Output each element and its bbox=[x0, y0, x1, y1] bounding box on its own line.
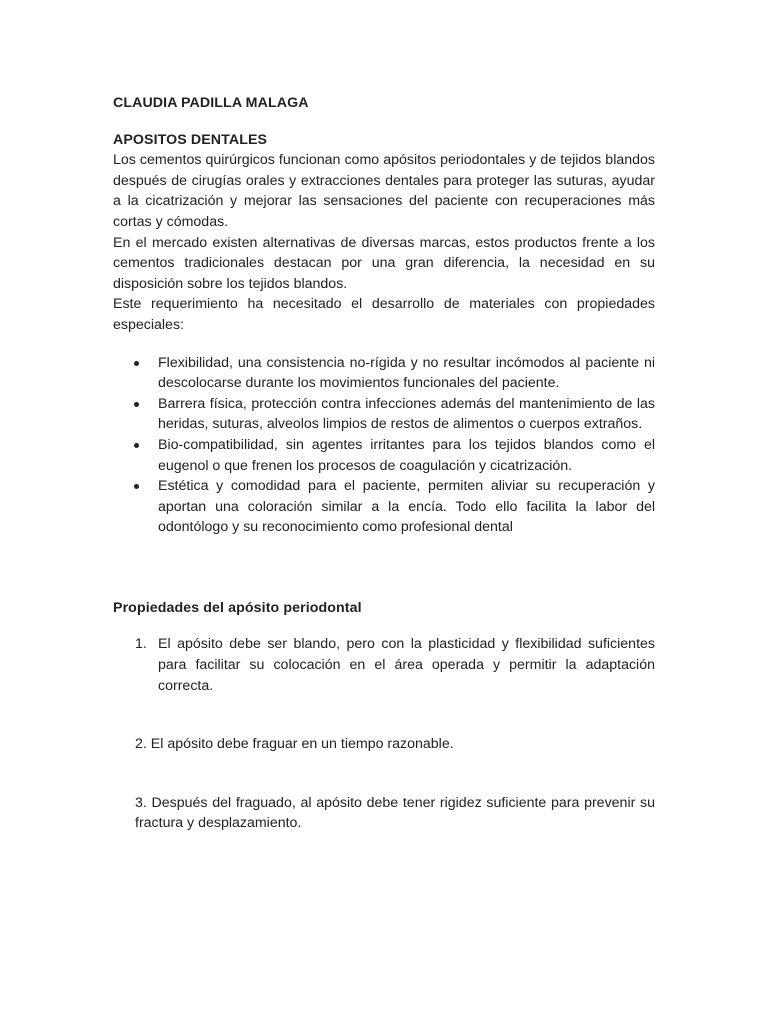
paragraph-market: En el mercado existen alternativas de diversas marcas, estos productos frente a los cementos tradicionales destacan por una gran diferencia, la necesidad en su disposición sobre los tejidos blandos. bbox=[113, 234, 655, 292]
bullet-icon bbox=[134, 443, 139, 448]
bullet-item bbox=[158, 435, 655, 476]
bullet-text: Estética y comodidad para el paciente, permiten aliviar su recuperación y aportan una coloración similar a la encía. Todo ello facilita la labor del odontólogo y su reconocimiento como profesional dental bbox=[158, 478, 655, 536]
paragraph-requirement: Este requerimiento ha necesitado el desarrollo de materiales con propiedades especiales: bbox=[113, 296, 655, 333]
list-number: 1. bbox=[135, 636, 147, 653]
properties-heading: Propiedades del apósito periodontal bbox=[113, 599, 362, 616]
bullet-item bbox=[158, 394, 655, 435]
document-title: APOSITOS DENTALES bbox=[113, 131, 268, 148]
bullet-text: Flexibilidad, una consistencia no-rígida y no resultar incómodos al paciente ni descolocarse durante los movimientos funcionales del paciente. bbox=[158, 354, 655, 392]
numbered-item bbox=[113, 634, 655, 696]
bullet-icon bbox=[134, 484, 139, 489]
list-number: 3. bbox=[135, 794, 147, 811]
paragraph-intro: Los cementos quirúrgicos funcionan como apósitos periodontales y de tejidos blandos después de cirugías orales y extracciones dentales para proteger las suturas, ayudar a la cicatrización y mejorar las sensaciones del paciente con recuperaciones más cortas y cómodas. bbox=[113, 152, 655, 230]
list-number: 2. bbox=[135, 736, 147, 753]
numbered-text: Después del fraguado, al apósito debe tener rigidez suficiente para prevenir su fractura y desplazamiento. bbox=[135, 794, 655, 832]
author-name: CLAUDIA PADILLA MALAGA bbox=[113, 95, 309, 111]
numbered-item bbox=[113, 793, 655, 834]
numbered-text: El apósito debe ser blando, pero con la plasticidad y flexibilidad suficientes para facilitar su colocación en el área operada y permitir la adaptación correcta. bbox=[158, 636, 655, 694]
bullet-text: Barrera física, protección contra infecciones además del mantenimiento de las heridas, suturas, alveolos limpios de restos de alimentos o cuerpos extraños. bbox=[158, 395, 655, 433]
numbered-text: El apósito debe fraguar en un tiempo razonable. bbox=[150, 736, 454, 753]
numbered-item bbox=[113, 734, 655, 755]
bullet-item bbox=[158, 353, 655, 394]
properties-bullet-list bbox=[113, 353, 655, 538]
bullet-icon bbox=[134, 402, 139, 407]
document-body bbox=[113, 93, 655, 834]
bullet-text: Bio-compatibilidad, sin agentes irritantes para los tejidos blandos como el eugenol o que frenen los procesos de coagulación y cicatrización. bbox=[158, 436, 655, 474]
bullet-icon bbox=[134, 361, 139, 366]
bullet-item bbox=[158, 476, 655, 538]
